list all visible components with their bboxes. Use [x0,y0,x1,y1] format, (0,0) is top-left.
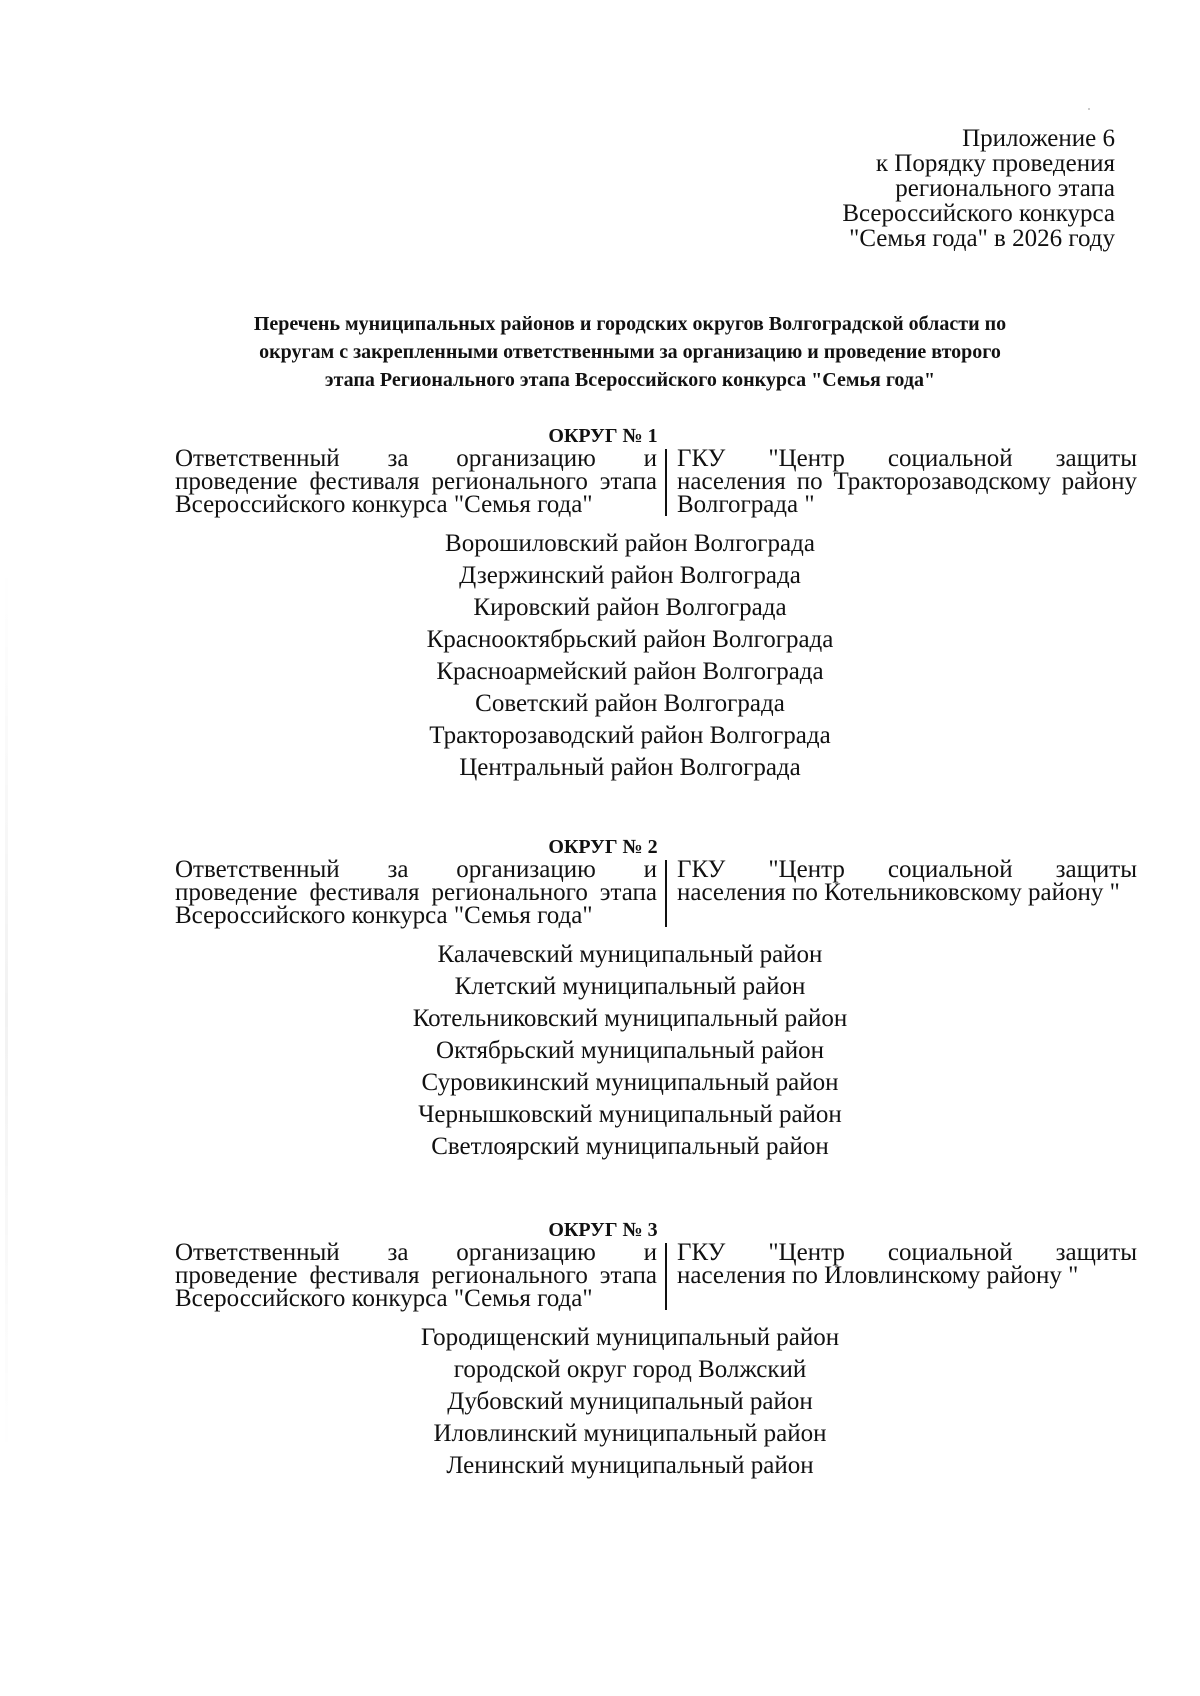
responsible-row [175,858,1150,927]
appendix-line: Всероссийского конкурса [842,200,1115,227]
area-item: Кировский район Волгограда [473,594,787,621]
title-line: этапа Регионального этапа Всероссийского конкурса "Семья года" [324,369,936,391]
district-heading: ОКРУГ № 1 [548,425,658,447]
area-item: Центральный район Волгограда [459,754,801,781]
district-3 [0,1219,1200,1482]
area-item: Советский район Волгограда [475,690,785,717]
area-item: Краснооктябрьский район Волгограда [426,626,834,653]
scan-speck [1088,108,1090,110]
appendix-header [695,126,1115,251]
area-item: Тракторозаводский район Волгограда [429,722,831,749]
area-item: Дзержинский район Волгограда [459,562,801,589]
area-item: Октябрьский муниципальный район [436,1037,824,1064]
responsible-organization: ГКУ "Центр социальной защиты населения по Иловлинскому району " [677,1239,1137,1289]
area-item: городской округ город Волжский [453,1356,807,1383]
area-list [0,939,1200,1163]
area-list [0,1322,1200,1482]
appendix-line: к Порядку проведения [875,150,1115,177]
area-item: Ворошиловский район Волгограда [445,530,815,557]
responsible-row [175,447,1150,516]
area-item: Светлоярский муниципальный район [431,1133,829,1160]
area-item: Иловлинский муниципальный район [433,1420,827,1447]
document-title [150,310,1110,394]
appendix-line: регионального этапа [895,175,1115,202]
area-item: Красноармейский район Волгограда [436,658,824,685]
area-item: Котельниковский муниципальный район [412,1005,848,1032]
district-heading: ОКРУГ № 2 [548,836,658,858]
district-2 [0,836,1200,1163]
appendix-line: Приложение 6 [962,125,1115,152]
area-list [0,528,1200,784]
area-item: Чернышковский муниципальный район [418,1101,842,1128]
area-item: Суровикинский муниципальный район [421,1069,839,1096]
title-line: Перечень муниципальных районов и городских округов Волгоградской области по [253,313,1007,335]
district-1 [0,425,1200,784]
area-item: Ленинский муниципальный район [446,1452,814,1479]
responsible-row [175,1241,1150,1310]
area-item: Дубовский муниципальный район [447,1388,813,1415]
responsible-organization: ГКУ "Центр социальной защиты населения по Тракторозаводскому району Волгограда " [677,445,1137,518]
appendix-line: "Семья года" в 2026 году [849,225,1115,252]
title-line: округам с закрепленными ответственными за организацию и проведение второго [259,341,1001,363]
area-item: Клетский муниципальный район [454,973,806,1000]
area-item: Городищенский муниципальный район [420,1324,840,1351]
responsible-label: Ответственный за организацию и проведение фестиваля регионального этапа Всероссийского конкурса "Семья года" [175,1239,657,1312]
responsible-label: Ответственный за организацию и проведение фестиваля регионального этапа Всероссийского конкурса "Семья года" [175,856,657,929]
responsible-label: Ответственный за организацию и проведение фестиваля регионального этапа Всероссийского конкурса "Семья года" [175,445,657,518]
responsible-organization: ГКУ "Центр социальной защиты населения по Котельниковскому району " [677,856,1137,906]
area-item: Калачевский муниципальный район [437,941,823,968]
district-heading: ОКРУГ № 3 [548,1219,658,1241]
